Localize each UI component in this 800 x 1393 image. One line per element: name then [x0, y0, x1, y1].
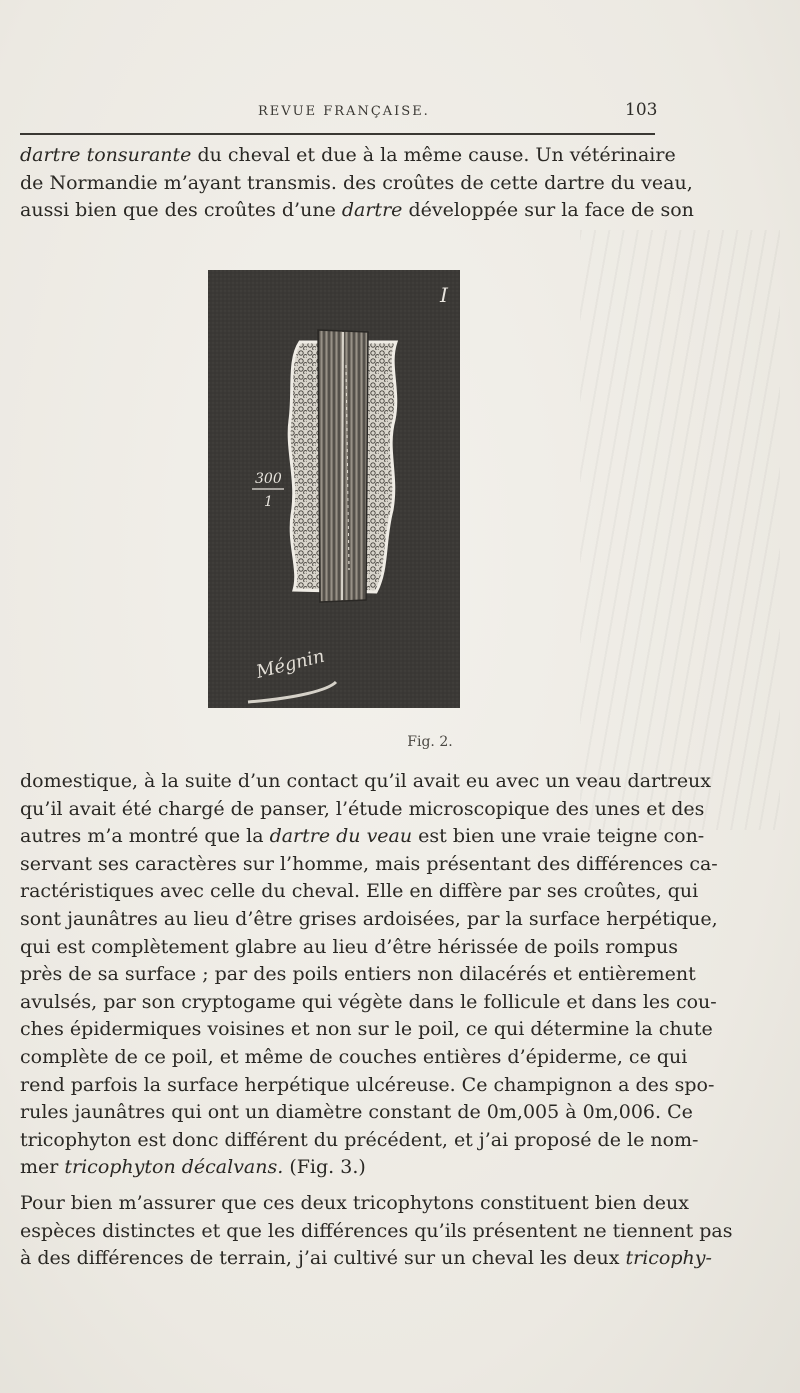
header-rule — [20, 133, 655, 135]
text-line: tricophyton est donc différent du précédent, et j’ai proposé de le nom- — [20, 1128, 699, 1151]
text-line: aussi bien que des croûtes d’une dartre développée sur la face de son — [20, 199, 694, 222]
text-line: à des différences de terrain, j’ai cultivé sur un cheval les deux tricophy- — [20, 1247, 712, 1270]
engraver-signature: Mégnin — [254, 645, 327, 683]
magnification-numerator: 300 — [255, 471, 282, 487]
text-line: qu’il avait été chargé de panser, l’étude microscopique des unes et des — [20, 797, 705, 820]
running-head: REVUE FRANÇAISE. — [258, 104, 430, 119]
text-line: près de sa surface ; par des poils entiers non dilacérés et entièrement — [20, 963, 696, 986]
italic-term: tricophyton décalvans. — [64, 1156, 284, 1179]
magnification-denominator: 1 — [264, 494, 273, 510]
italic-term: dartre tonsurante — [20, 144, 192, 166]
text-line: rend parfois la surface herpétique ulcéreuse. Ce champignon a des spo- — [20, 1073, 715, 1096]
intro-paragraph — [20, 142, 694, 225]
text-line: domestique, à la suite d’un contact qu’il avait eu avec un veau dartreux — [20, 770, 712, 792]
text-line: ches épidermiques voisines et non sur le poil, ce qui détermine la chute — [20, 1018, 713, 1041]
italic-term: tricophy- — [625, 1247, 712, 1270]
text-line: complète de ce poil, et même de couches entières d’épiderme, ce qui — [20, 1045, 688, 1068]
page-header — [0, 100, 800, 124]
text-line: avulsés, par son cryptogame qui végète dans le follicule et dans les cou- — [20, 990, 717, 1013]
italic-term: dartre du veau — [269, 825, 413, 848]
figure-2-plate — [208, 270, 460, 708]
italic-term: dartre — [341, 199, 403, 222]
text-line: rules jaunâtres qui ont un diamètre constant de 0m,005 à 0m,006. Ce — [20, 1101, 693, 1124]
text-line: servant ses caractères sur l’homme, mais présentant des différences ca- — [20, 852, 718, 875]
text-line: ractéristiques avec celle du cheval. Elle en diffère par ses croûtes, qui — [20, 880, 699, 903]
text-line: de Normandie m’ayant transmis. des croûtes de cette dartre du veau, — [20, 171, 693, 194]
micrograph-illustration — [208, 270, 460, 708]
text-line: mer tricophyton décalvans. (Fig. 3.) — [20, 1156, 366, 1179]
plate-number-label: I — [440, 283, 448, 307]
text-line: Pour bien m’assurer que ces deux tricophytons constituent bien deux — [20, 1192, 689, 1214]
figure-caption: Fig. 2. — [407, 734, 453, 750]
text-line: dartre tonsurante du cheval et due à la même cause. Un vétérinaire — [20, 144, 676, 166]
page-number: 103 — [625, 100, 658, 120]
text-line: autres m’a montré que la dartre du veau est bien une vraie teigne con- — [20, 825, 705, 848]
text-line: espèces distinctes et que les différences qu’ils présentent ne tiennent pas — [20, 1219, 733, 1242]
text-line: qui est complètement glabre au lieu d’être hérissée de poils rompus — [20, 935, 678, 958]
closing-paragraph — [20, 1190, 733, 1273]
text-line: sont jaunâtres au lieu d’être grises ardoisées, par la surface herpétique, — [20, 907, 718, 930]
body-paragraph — [20, 768, 718, 1182]
